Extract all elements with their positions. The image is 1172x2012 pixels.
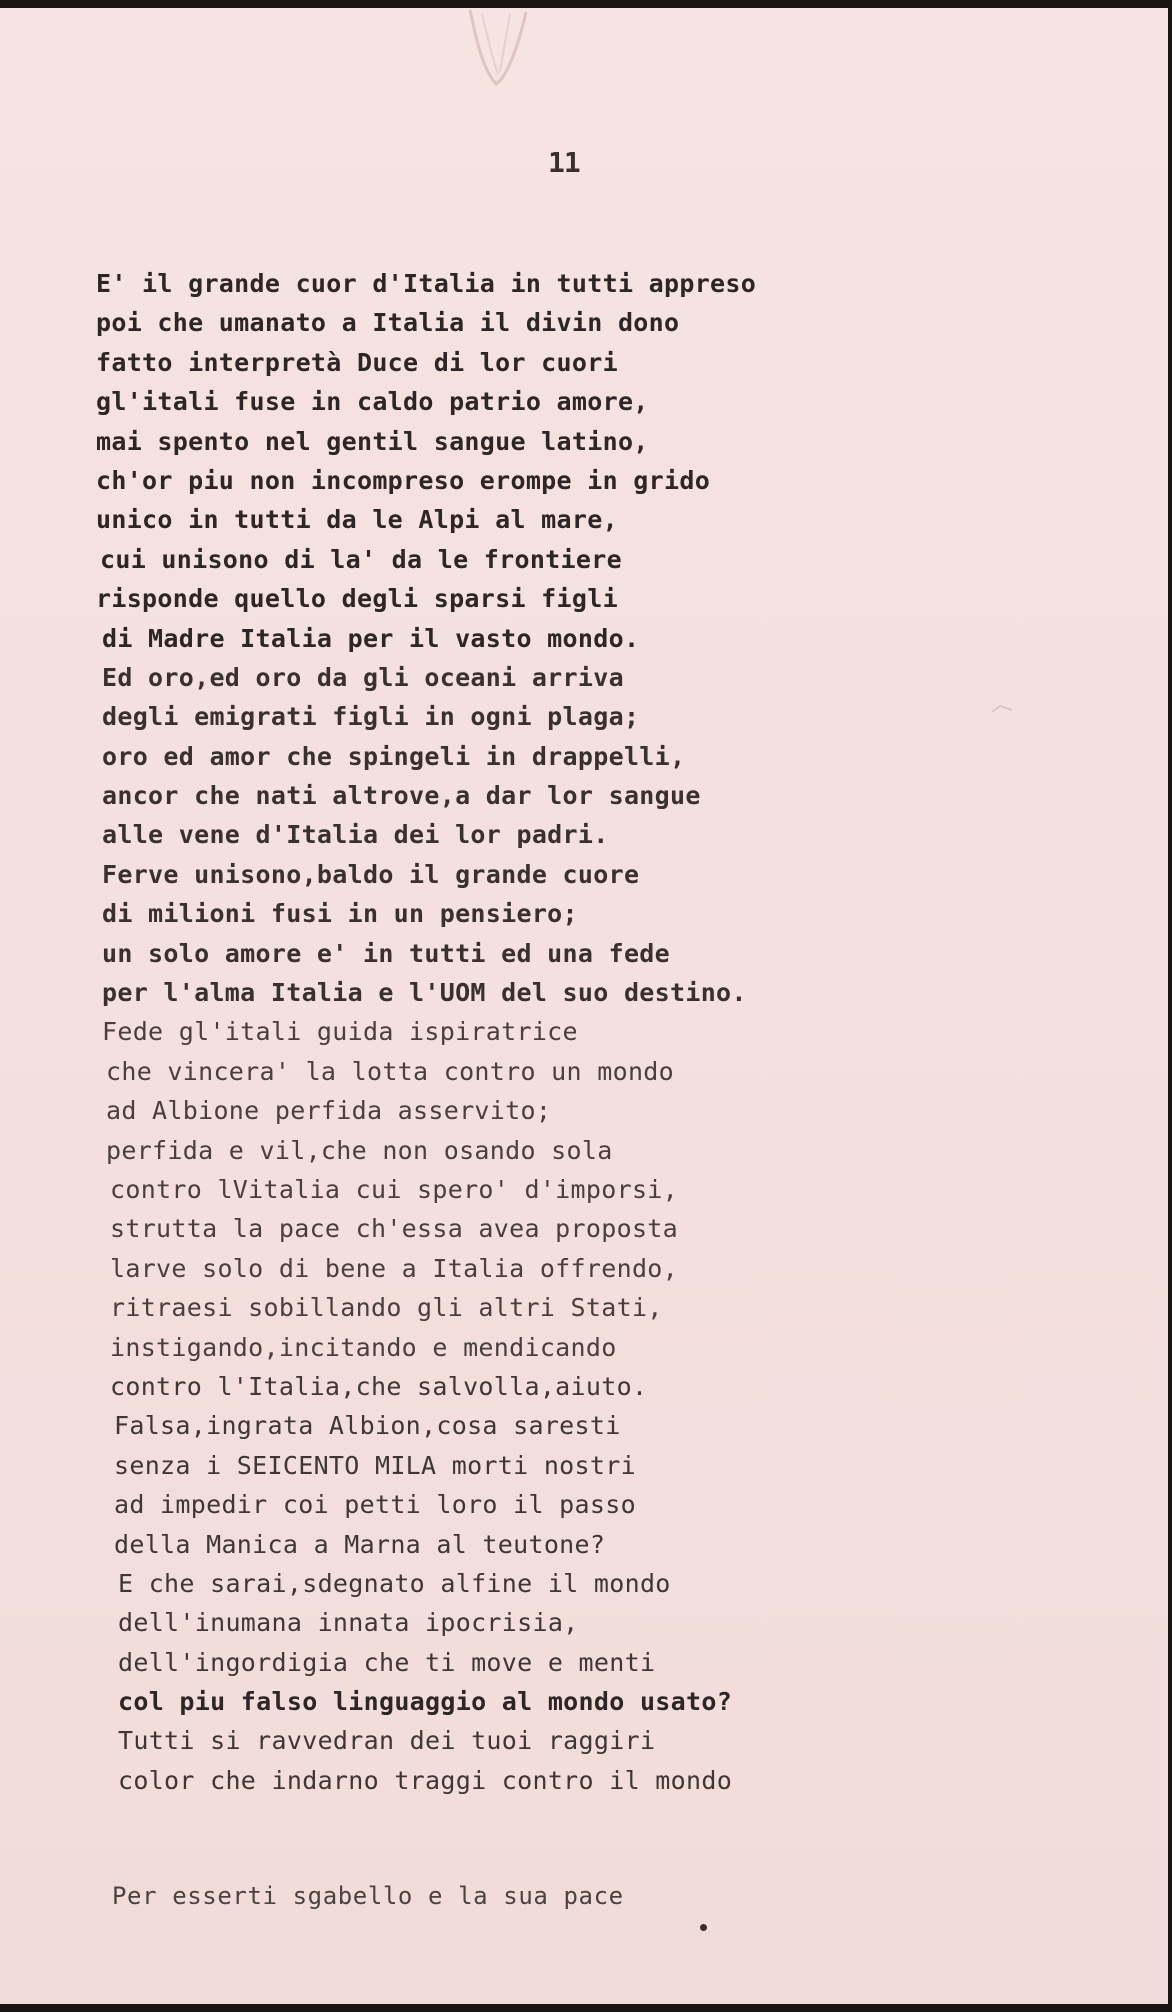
poem-line: degli emigrati figli in ogni plaga;	[102, 702, 640, 732]
poem-line: Ferve unisono,baldo il grande cuore	[102, 859, 640, 889]
poem-line: Tutti si ravvedran dei tuoi raggiri	[118, 1726, 656, 1756]
poem-line: larve solo di bene a Italia offrendo,	[110, 1253, 678, 1283]
poem-line: un solo amore e' in tutti ed una fede	[102, 938, 670, 968]
poem-line: instigando,incitando e mendicando	[110, 1332, 617, 1362]
poem-line: strutta la pace ch'essa avea proposta	[110, 1214, 678, 1244]
poem-line: per l'alma Italia e l'UOM del suo destino.	[102, 978, 747, 1008]
faint-mark	[990, 702, 1014, 716]
poem-line: della Manica a Marna al teutone?	[114, 1529, 606, 1559]
poem-line: dell'inumana innata ipocrisia,	[118, 1608, 579, 1638]
poem-line: oro ed amor che spingeli in drappelli,	[102, 741, 686, 771]
poem-line: color che indarno traggi contro il mondo	[118, 1765, 733, 1795]
poem-line: dell'ingordigia che ti move e menti	[118, 1647, 656, 1677]
poem-line: gl'itali fuse in caldo patrio amore,	[96, 387, 649, 417]
poem-line: fatto interpretà Duce di lor cuori	[96, 347, 618, 377]
poem-line: risponde quello degli sparsi figli	[96, 584, 618, 614]
poem-line: ch'or piu non incompreso erompe in grido	[96, 465, 711, 495]
poem-line: che vincera' la lotta contro un mondo	[106, 1056, 674, 1086]
poem-line: E' il grande cuor d'Italia in tutti appreso	[96, 269, 757, 298]
poem-line: contro lVitalia cui spero' d'imporsi,	[110, 1174, 678, 1204]
poem-line: di milioni fusi in un pensiero;	[102, 899, 578, 929]
poem-line: Ed oro,ed oro da gli oceani arriva	[102, 662, 624, 692]
poem-text	[96, 264, 756, 1800]
poem-line: ancor che nati altrove,a dar lor sangue	[102, 781, 701, 811]
poem-line: Fede gl'itali guida ispiratrice	[102, 1017, 578, 1047]
poem-line: ad Albione perfida asservito;	[106, 1096, 552, 1126]
poem-line: senza i SEICENTO MILA morti nostri	[114, 1450, 636, 1480]
poem-line: contro l'Italia,che salvolla,aiuto.	[110, 1371, 648, 1401]
poem-line: di Madre Italia per il vasto mondo.	[102, 623, 640, 653]
poem-line: unico in tutti da le Alpi al mare,	[96, 505, 618, 535]
poem-line: Falsa,ingrata Albion,cosa saresti	[114, 1411, 621, 1441]
closing-line: Per esserti sgabello e la sua pace	[112, 1882, 624, 1910]
poem-line: poi che umanato a Italia il divin dono	[96, 308, 680, 338]
poem-line: col piu falso linguaggio al mondo usato?	[118, 1687, 733, 1717]
poem-line: ad impedir coi petti loro il passo	[114, 1490, 636, 1520]
paper-stain	[462, 8, 534, 88]
poem-line: E che sarai,sdegnato alfine il mondo	[118, 1568, 671, 1598]
page-number: 11	[548, 146, 580, 179]
poem-line: alle vene d'Italia dei lor padri.	[102, 820, 609, 850]
document-page	[0, 8, 1168, 2004]
poem-line: mai spento nel gentil sangue latino,	[96, 426, 649, 456]
poem-line: ritraesi sobillando gli altri Stati,	[110, 1293, 663, 1323]
poem-line: cui unisono di la' da le frontiere	[100, 544, 622, 574]
poem-line: perfida e vil,che non osando sola	[106, 1135, 613, 1165]
period-mark	[700, 1924, 707, 1931]
